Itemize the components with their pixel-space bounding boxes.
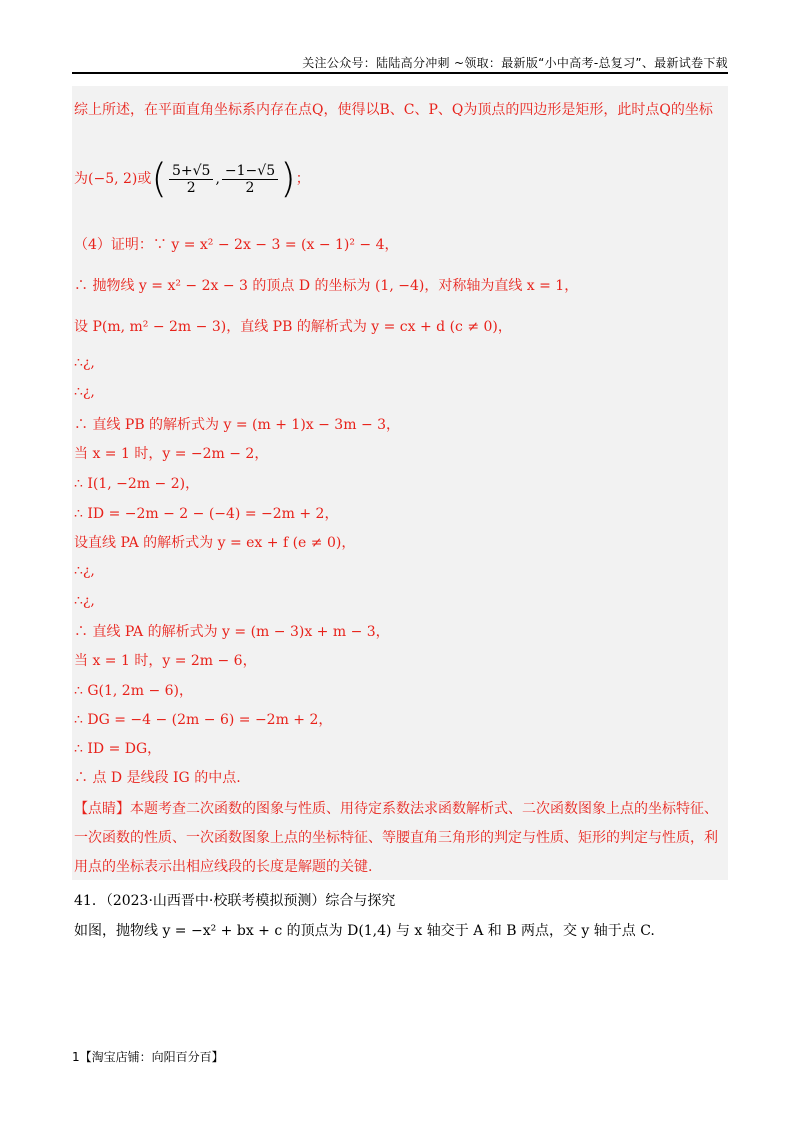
page-footer: 1【淘宝店铺：向阳百分百】 bbox=[72, 1050, 224, 1064]
fraction-1-denominator: 2 bbox=[186, 179, 196, 196]
solution-line-5: 设 P(m, m² − 2m − 3)，直线 PB 的解析式为 y = cx + d (c ≠ 0)， bbox=[74, 319, 512, 335]
solution-line-2-prefix: 为(−5, 2)或 bbox=[74, 171, 152, 187]
solution-line-3: （4）证明：∵ y = x² − 2x − 3 = (x − 1)² − 4， bbox=[74, 237, 399, 253]
left-paren: ( bbox=[151, 156, 167, 202]
solution-line-1: 综上所述，在平面直角坐标系内存在点Q，使得以B、C、P、Q为顶点的四边形是矩形，此时点Q的坐标 bbox=[74, 102, 713, 118]
solution-line-20: ∴ 点 D 是线段 IG 的中点. bbox=[74, 770, 241, 786]
solution-line-15: ∴ 直线 PA 的解析式为 y = (m − 3)x + m − 3， bbox=[74, 624, 390, 640]
fraction-2 bbox=[222, 163, 278, 196]
solution-line-11: ∴ ID = −2m − 2 − (−4) = −2m + 2， bbox=[74, 506, 339, 522]
problem-title: 41．（2023·山西晋中·校联考模拟预测）综合与探究 bbox=[74, 893, 396, 909]
solution-comment: 【点睛】本题考查二次函数的图象与性质、用待定系数法求函数解析式、二次函数图象上点的坐标特征、一次函数的性质、一次函数图象上点的坐标特征、等腰直角三角形的判定与性质、矩形的判定与性质，利用点的坐标表示出相应线段的长度是解题的关键. bbox=[74, 801, 718, 875]
fraction-2-denominator: 2 bbox=[245, 179, 255, 196]
problem-text: 如图，抛物线 y = −x² + bx + c 的顶点为 D(1,4) 与 x 轴交于 A 和 B 两点，交 y 轴于点 C. bbox=[74, 923, 655, 939]
fraction-1 bbox=[169, 163, 213, 196]
comma: , bbox=[215, 171, 220, 187]
solution-line-14: ∴¿, bbox=[74, 593, 95, 609]
solution-line-10: ∴ I(1, −2m − 2)， bbox=[74, 476, 200, 492]
solution-line-2 bbox=[74, 156, 310, 202]
solution-line-6: ∴¿, bbox=[74, 355, 95, 371]
solution-line-8: ∴ 直线 PB 的解析式为 y = (m + 1)x − 3m − 3， bbox=[74, 417, 401, 433]
solution-line-16: 当 x = 1 时，y = 2m − 6， bbox=[74, 653, 257, 669]
fraction-2-numerator: −1−√5 bbox=[222, 163, 278, 180]
fraction-1-numerator: 5+√5 bbox=[169, 163, 213, 180]
right-paren: ) bbox=[280, 156, 296, 202]
solution-line-4: ∴ 抛物线 y = x² − 2x − 3 的顶点 D 的坐标为 (1, −4)，对称轴为直线 x = 1， bbox=[74, 278, 579, 294]
header-divider bbox=[72, 72, 728, 74]
solution-line-2-suffix: ； bbox=[295, 171, 310, 187]
solution-line-12: 设直线 PA 的解析式为 y = ex + f (e ≠ 0)， bbox=[74, 535, 356, 551]
page-header: 关注公众号：陆陆高分冲刺 ~领取：最新版“小中高考-总复习”、最新试卷下载 bbox=[302, 56, 728, 70]
solution-line-17: ∴ G(1, 2m − 6)， bbox=[74, 683, 193, 699]
solution-line-13: ∴¿, bbox=[74, 563, 95, 579]
solution-line-19: ∴ ID = DG， bbox=[74, 741, 162, 757]
solution-line-7: ∴¿, bbox=[74, 384, 95, 400]
solution-line-9: 当 x = 1 时，y = −2m − 2， bbox=[74, 446, 269, 462]
solution-line-18: ∴ DG = −4 − (2m − 6) = −2m + 2， bbox=[74, 712, 333, 728]
